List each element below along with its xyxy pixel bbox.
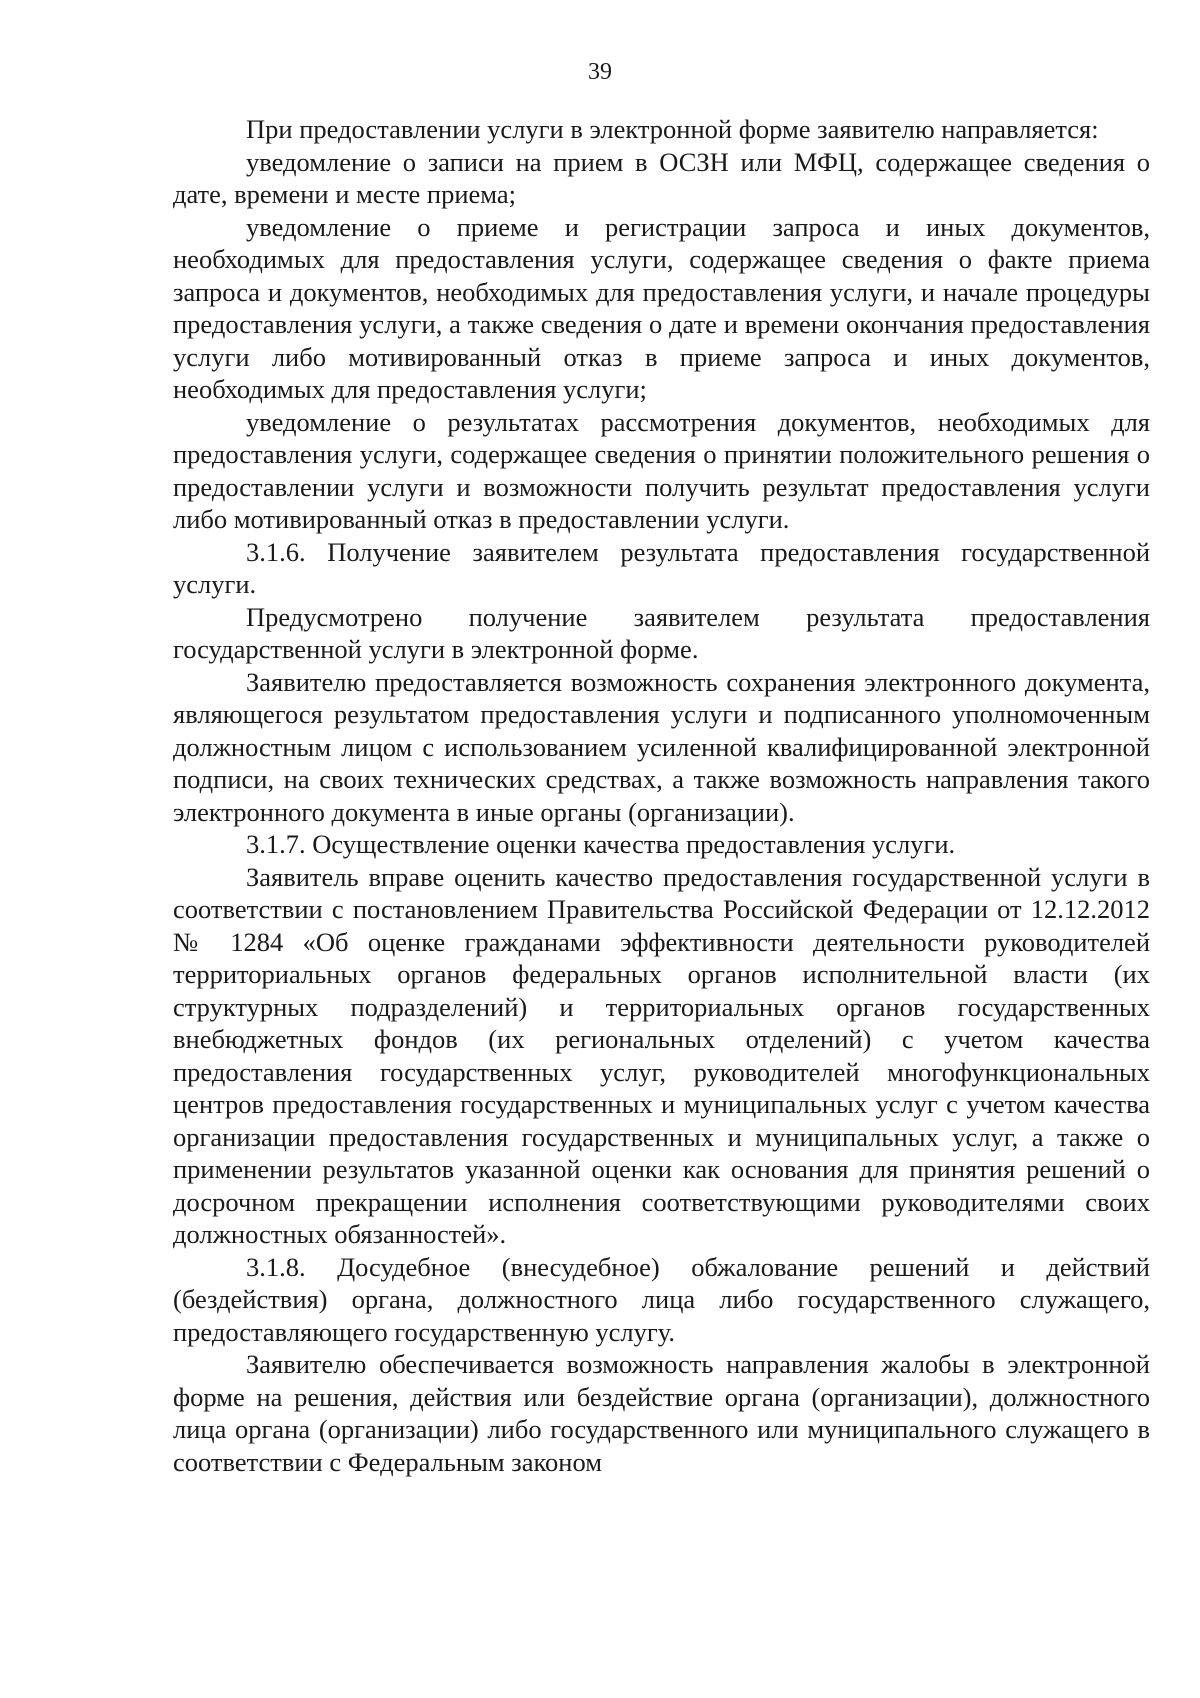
section-heading-3-1-6: 3.1.6. Получение заявителем результата предоставления государственной услуги. [173, 536, 1150, 599]
section-heading-3-1-7: 3.1.7. Осуществление оценки качества предоставления услуги. [246, 829, 956, 859]
section-heading-3-1-8: 3.1.8. Досудебное (внесудебное) обжалование решений и действий (бездействия) органа, должностного лица либо государственного служащего, предоставляющего государственную услугу. [173, 1251, 1150, 1347]
paragraph: уведомление о записи на прием в ОСЗН или МФЦ, содержащее сведения о дате, времени и месте приема; [173, 146, 1150, 209]
paragraph-last: Заявителю обеспечивается возможность направления жалобы в электронной форме на решения, действия или бездействие органа (организации), должностного лица органа (организации) либо государственного или муниципального служащего в соответствии с Федеральным законом [173, 1349, 1150, 1477]
document-body [173, 113, 1150, 1478]
paragraph: уведомление о результатах рассмотрения документов, необходимых для предоставления услуги, содержащее сведения о принятии положительного решения о предоставлении услуги и возможности получить результат предоставления услуги либо мотивированный отказ в предоставлении услуги. [173, 406, 1150, 534]
paragraph: При предоставлении услуги в электронной форме заявителю направляется: [246, 114, 1099, 144]
paragraph: уведомление о приеме и регистрации запроса и иных документов, необходимых для предоставления услуги, содержащее сведения о факте приема запроса и документов, необходимых для предоставления услуги, и начале процедуры предоставления услуги, а также сведения о дате и времени окончания предоставления услуги либо мотивированный отказ в приеме запроса и иных документов, необходимых для предоставления услуги; [173, 211, 1150, 404]
paragraph: Заявитель вправе оценить качество предоставления государственной услуги в соответствии с постановлением Правительства Российской Федерации от 12.12.2012 № 1284 «Об оценке гражданами эффективности деятельности руководителей территориальных органов федеральных органов исполнительной власти (их структурных подразделений) и территориальных органов государственных внебюджетных фондов (их региональных отделений) с учетом качества предоставления государственных услуг, руководителей многофункциональных центров предоставления государственных и муниципальных услуг с учетом качества организации предоставления государственных и муниципальных услуг, а также о применении результатов указанной оценки как основания для принятия решений о досрочном прекращении исполнения соответствующими руководителями своих должностных обязанностей». [173, 861, 1150, 1249]
page-number: 39 [588, 59, 612, 85]
paragraph: Заявителю предоставляется возможность сохранения электронного документа, являющегося результатом предоставления услуги и подписанного уполномоченным должностным лицом с использованием усиленной квалифицированной электронной подписи, на своих технических средствах, а также возможность направления такого электронного документа в иные органы (организации). [173, 666, 1150, 827]
paragraph: Предусмотрено получение заявителем результата предоставления государственной услуги в электронной форме. [173, 601, 1150, 664]
